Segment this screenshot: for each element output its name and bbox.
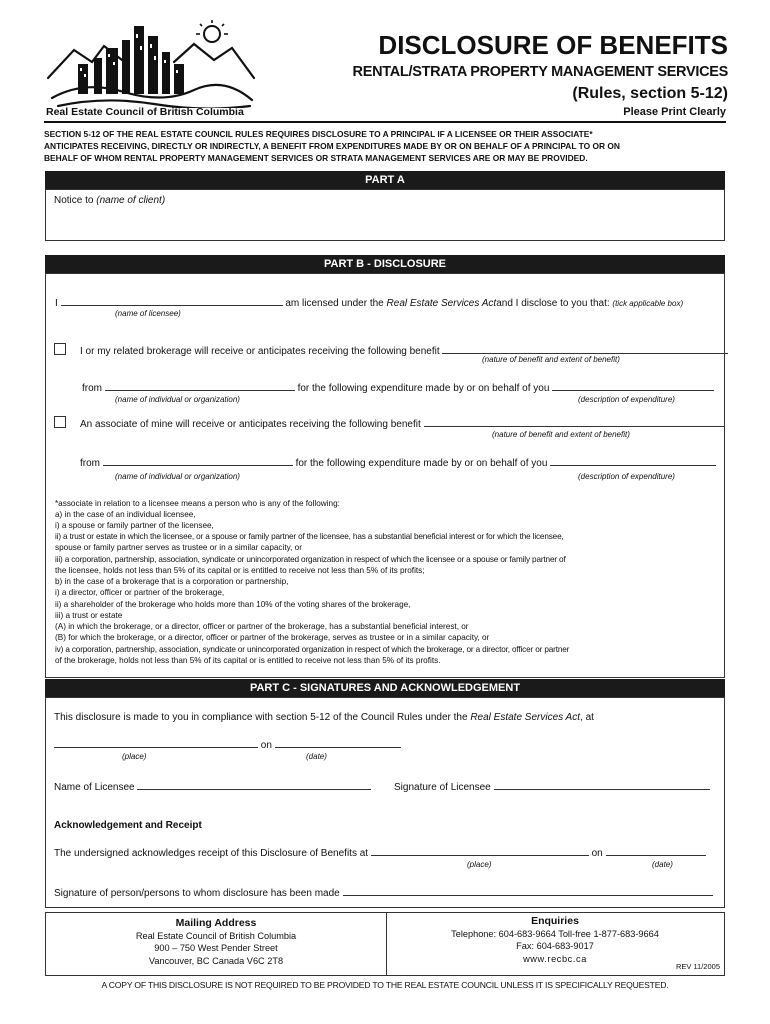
licensee-name-row bbox=[54, 780, 371, 793]
act-name: Real Estate Services Act bbox=[386, 298, 497, 309]
ack-place-caption: (place) bbox=[467, 860, 492, 869]
signature-licensee-label: Signature of Licensee bbox=[394, 782, 491, 793]
bottom-note: A COPY OF THIS DISCLOSURE IS NOT REQUIRED TO BE PROVIDED TO THE REAL ESTATE COUNCIL UNLESS IT IS SPECIFICALLY REQUESTED. bbox=[101, 980, 669, 990]
footnote-line: iv) a corporation, partnership, association, syndicate or unincorporated organization in respect of which the brokerage, or a director, officer or partner bbox=[55, 645, 570, 654]
on-label: on bbox=[591, 848, 603, 859]
enquiries-title: Enquiries bbox=[531, 915, 579, 927]
individual-2-field[interactable] bbox=[103, 456, 293, 466]
notice-to-label: Notice to bbox=[54, 195, 94, 206]
benefit-1-caption: (nature of benefit and extent of benefit) bbox=[482, 355, 620, 364]
recipient-signature-label: Signature of person/persons to whom disclosure has been made bbox=[54, 888, 340, 899]
part-c-heading: PART C - SIGNATURES AND ACKNOWLEDGEMENT bbox=[45, 679, 725, 697]
recipient-signature-row bbox=[54, 886, 713, 899]
ack-date-field[interactable] bbox=[606, 846, 706, 856]
website-link[interactable]: www.recbc.ca bbox=[523, 953, 587, 964]
footnote-line: iii) a trust or estate bbox=[55, 611, 123, 620]
intro-line: SECTION 5-12 OF THE REAL ESTATE COUNCIL RULES REQUIRES DISCLOSURE TO A PRINCIPAL IF A LICENSEE OR THEIR ASSOCIATE* bbox=[44, 129, 593, 139]
mailing-title: Mailing Address bbox=[175, 917, 257, 929]
part-b-heading: PART B - DISCLOSURE bbox=[45, 255, 725, 273]
footnote-line: ii) a shareholder of the brokerage who holds more than 10% of the voting shares of the brokerage, bbox=[55, 600, 411, 609]
place-date-row bbox=[54, 738, 401, 751]
disclose-text: and I disclose to you that: bbox=[496, 298, 610, 309]
expenditure-1-caption: (description of expenditure) bbox=[578, 395, 675, 404]
from-label: from bbox=[80, 458, 100, 469]
expenditure-2-caption: (description of expenditure) bbox=[578, 472, 675, 481]
name-licensee-label: Name of Licensee bbox=[54, 782, 135, 793]
benefit-2-caption: (nature of benefit and extent of benefit) bbox=[492, 430, 630, 439]
option-1-checkbox[interactable] bbox=[54, 343, 66, 355]
logo bbox=[44, 18, 258, 108]
revision-label: REV 11/2005 bbox=[675, 962, 720, 971]
individual-2-caption: (name of individual or organization) bbox=[115, 472, 240, 481]
statement-act: Real Estate Services Act bbox=[470, 712, 581, 723]
footnote-line: *associate in relation to a licensee means a person who is any of the following: bbox=[55, 499, 340, 508]
option-2-checkbox[interactable] bbox=[54, 416, 66, 428]
compliance-statement bbox=[54, 712, 594, 723]
i-label: I bbox=[55, 298, 58, 309]
footnote-line: a) in the case of an individual licensee, bbox=[55, 510, 196, 519]
name-licensee-field[interactable] bbox=[137, 780, 371, 790]
option-2-label: An associate of mine will receive or anticipates receiving the following benefit bbox=[80, 419, 421, 430]
mailing-address bbox=[46, 917, 386, 967]
mailing-line: 900 – 750 West Pender Street bbox=[154, 943, 278, 953]
enquiries-line: Telephone: 604-683-9664 Toll-free 1-877-683-9664 bbox=[451, 928, 659, 939]
intro-line: BEHALF OF WHOM RENTAL PROPERTY MANAGEMENT SERVICES OR STRATA MANAGEMENT SERVICES ARE OR MAY BE PROVIDED. bbox=[44, 153, 588, 163]
option-1-row bbox=[80, 344, 728, 357]
enquiries-line: Fax: 604-683-9017 bbox=[516, 941, 594, 951]
acknowledgement-text: The undersigned acknowledges receipt of this Disclosure of Benefits at bbox=[54, 848, 369, 859]
licensee-name-field[interactable] bbox=[61, 296, 283, 306]
part-a-heading: PART A bbox=[45, 171, 725, 189]
acknowledgement-row bbox=[54, 846, 706, 859]
footnote-line: the licensee, holds not less than 5% of its capital or is entitled to receive not less than 5% of its profits; bbox=[55, 566, 425, 575]
form-title: DISCLOSURE OF BENEFITS bbox=[378, 30, 728, 60]
footnote-line: ii) a trust or estate in which the licensee, or a spouse or family partner of the licensee, has a substantial beneficial interest or for which the licensee, bbox=[55, 532, 564, 541]
expenditure-2-field[interactable] bbox=[550, 456, 716, 466]
benefit-1-field[interactable] bbox=[442, 344, 728, 354]
licensed-under-text: am licensed under the bbox=[285, 298, 384, 309]
part-c-section bbox=[45, 697, 725, 908]
statement-text: This disclosure is made to you in compliance with section 5-12 of the Council Rules under the bbox=[54, 712, 468, 723]
mailing-line: Vancouver, BC Canada V6C 2T8 bbox=[148, 955, 284, 966]
notice-to-field[interactable] bbox=[54, 195, 165, 206]
footnote-line: b) in the case of a brokerage that is a corporation or partnership, bbox=[55, 577, 289, 586]
footnote-line: iii) a corporation, partnership, association, syndicate or unincorporated organization in respect of which the licensee or a spouse or family partner of bbox=[55, 555, 566, 564]
footnote-line: (A) in which the brokerage, or a director, officer or partner of the brokerage, has a substantial beneficial interest, or bbox=[55, 622, 469, 631]
org-name: Real Estate Council of British Columbia bbox=[46, 106, 244, 118]
expenditure-1-field[interactable] bbox=[552, 381, 714, 391]
statement-suffix: , at bbox=[580, 712, 594, 723]
individual-1-field[interactable] bbox=[105, 381, 295, 391]
from-label: from bbox=[82, 383, 102, 394]
date-field[interactable] bbox=[275, 738, 401, 748]
place-field[interactable] bbox=[54, 738, 258, 748]
licensee-name-caption: (name of licensee) bbox=[115, 309, 181, 318]
rules-reference: (Rules, section 5-12) bbox=[572, 85, 728, 102]
mailing-line: Real Estate Council of British Columbia bbox=[135, 930, 297, 941]
place-caption: (place) bbox=[122, 752, 147, 761]
footnote-line: spouse or family partner serves as trustee or in a similar capacity, or bbox=[55, 543, 302, 552]
footnote-line: (B) for which the brokerage, or a director, officer or partner of the brokerage, serves as trustee or in a similar capacity, or bbox=[55, 633, 490, 642]
on-label: on bbox=[260, 740, 272, 751]
individual-1-caption: (name of individual or organization) bbox=[115, 395, 240, 404]
footnote-line: i) a spouse or family partner of the licensee, bbox=[55, 521, 214, 530]
date-caption: (date) bbox=[306, 752, 327, 761]
acknowledgement-heading: Acknowledgement and Receipt bbox=[54, 820, 202, 831]
intro-text bbox=[44, 128, 620, 164]
enquiries bbox=[387, 915, 723, 965]
tick-note: (tick applicable box) bbox=[612, 299, 684, 308]
intro-line: ANTICIPATES RECEIVING, DIRECTLY OR INDIRECTLY, A BENEFIT FROM EXPENDITURES MADE BY OR ON BEHALF OF A PRINCIPAL TO OR ON bbox=[44, 141, 620, 151]
form-subtitle: RENTAL/STRATA PROPERTY MANAGEMENT SERVICES bbox=[352, 64, 728, 80]
ack-date-caption: (date) bbox=[652, 860, 673, 869]
expenditure-label: for the following expenditure made by or on behalf of you bbox=[295, 458, 548, 469]
option-2-row bbox=[80, 417, 724, 430]
licensee-signature-row bbox=[394, 780, 710, 793]
footnote-line: i) a director, officer or partner of the brokerage, bbox=[55, 588, 225, 597]
option-1-label: I or my related brokerage will receive or anticipates receiving the following benefit bbox=[80, 346, 440, 357]
recipient-signature-field[interactable] bbox=[343, 886, 713, 896]
signature-licensee-field[interactable] bbox=[494, 780, 710, 790]
licensee-declaration bbox=[55, 296, 683, 309]
ack-place-field[interactable] bbox=[371, 846, 589, 856]
header-rule bbox=[44, 121, 726, 123]
client-name-caption: (name of client) bbox=[96, 195, 166, 206]
benefit-2-field[interactable] bbox=[424, 417, 724, 427]
from-row-2 bbox=[80, 456, 716, 469]
from-row-1 bbox=[82, 381, 714, 394]
footnote-line: of the brokerage, holds not less than 5% of its capital or is entitled to receive not less than 5% of its profits. bbox=[55, 656, 441, 665]
expenditure-label: for the following expenditure made by or on behalf of you bbox=[297, 383, 550, 394]
print-note: Please Print Clearly bbox=[623, 106, 726, 118]
